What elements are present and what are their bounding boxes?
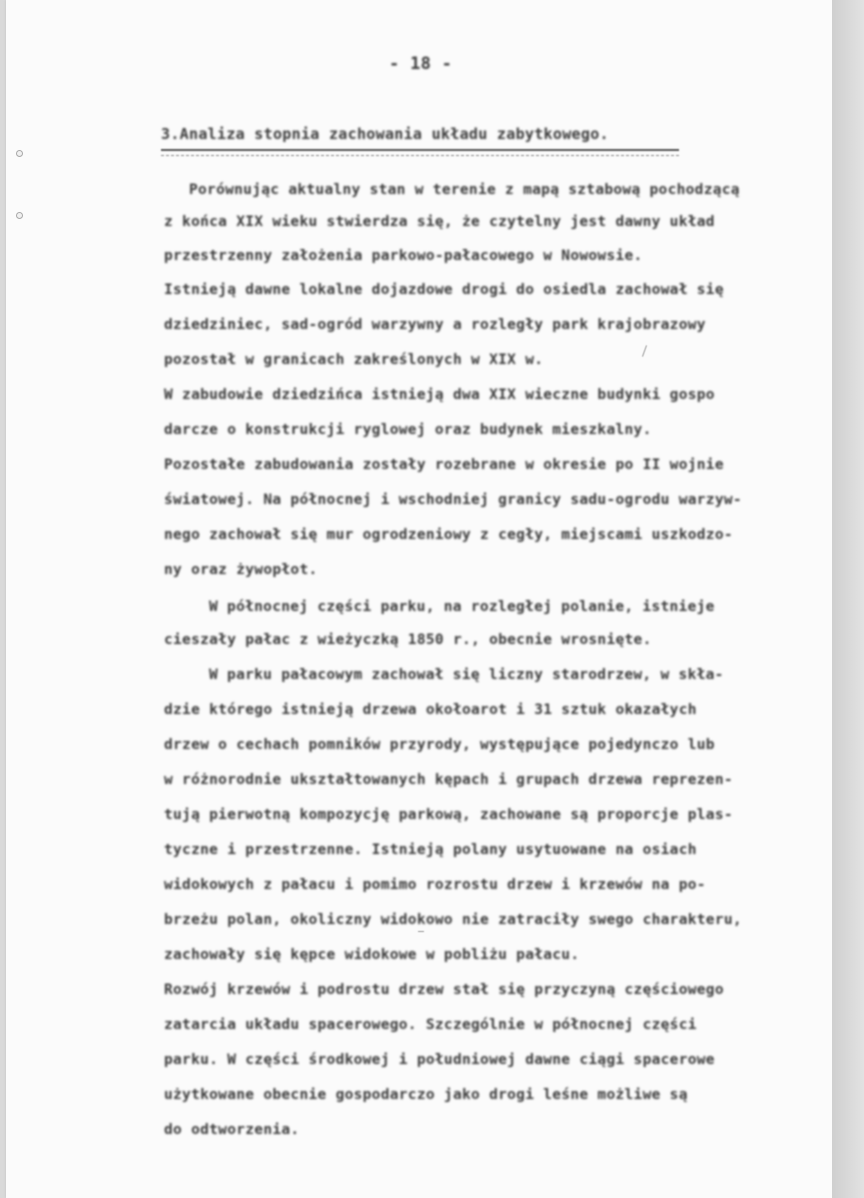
- text-line: Istnieją dawne lokalne dojazdowe drogi do osiedla zachował się: [164, 282, 724, 298]
- heading-underline: [161, 149, 679, 151]
- pencil-mark: [642, 345, 647, 357]
- heading-underline-dashed: [161, 155, 679, 156]
- text-line: ny oraz żywopłot.: [164, 562, 318, 578]
- text-line: drzew o cechach pomników przyrody, występujące pojedynczo lub: [164, 737, 715, 753]
- text-line: W zabudowie dziedzińca istnieją dwa XIX wieczne budynki gospo: [164, 387, 715, 403]
- text-line: darcze o konstrukcji ryglowej oraz budynek mieszkalny.: [164, 422, 652, 438]
- text-line: parku. W części środkowej i południowej dawne ciągi spacerowe: [164, 1052, 715, 1068]
- document-page: [6, 0, 832, 1198]
- text-line: cieszały pałac z wieżyczką 1850 r., obecnie wrosnięte.: [164, 632, 652, 648]
- page-number: - 18 -: [389, 54, 453, 74]
- text-line: z końca XIX wieku stwierdza się, że czytelny jest dawny układ: [164, 214, 715, 230]
- text-line: widokowych z pałacu i pomimo rozrostu drzew i krzewów na po-: [164, 877, 706, 893]
- punch-hole: [16, 150, 23, 157]
- text-line: pozostał w granicach zakreślonych w XIX w.: [164, 352, 544, 368]
- text-line: zatarcia układu spacerowego. Szczególnie w północnej części: [164, 1017, 697, 1033]
- text-line: brzeżu polan, okoliczny widokowo nie zatraciły swego charakteru,: [164, 912, 742, 928]
- text-line: W północnej części parku, na rozległej polanie, istnieje: [209, 599, 715, 615]
- text-line: Pozostałe zabudowania zostały rozebrane w okresie po II wojnie: [164, 457, 724, 473]
- page-edge-shadow: [832, 0, 864, 1198]
- text-line: dziedziniec, sad-ogród warzywny a rozległy park krajobrazowy: [164, 317, 706, 333]
- punch-hole: [16, 212, 23, 219]
- text-line: tyczne i przestrzenne. Istnieją polany usytuowane na osiach: [164, 842, 697, 858]
- text-line: światowej. Na północnej i wschodniej granicy sadu-ogrodu warzyw-: [164, 492, 742, 508]
- pencil-mark: [418, 931, 424, 932]
- text-line: tują pierwotną kompozycję parkową, zachowane są proporcje plas-: [164, 807, 733, 823]
- text-line: nego zachował się mur ogrodzeniowy z cegły, miejscami uszkodzo-: [164, 527, 733, 543]
- text-line: w różnorodnie ukształtowanych kępach i grupach drzewa reprezen-: [164, 772, 733, 788]
- text-line: do odtworzenia.: [164, 1122, 300, 1138]
- text-line: przestrzenny założenia parkowo-pałacowego w Nowowsie.: [164, 248, 643, 264]
- text-line: Porównując aktualny stan w terenie z mapą sztabową pochodzącą: [189, 182, 740, 198]
- text-line: dzie którego istnieją drzewa okołoarot i 31 sztuk okazałych: [164, 702, 697, 718]
- text-line: zachowały się kępce widokowe w pobliżu pałacu.: [164, 947, 580, 963]
- text-line: Rozwój krzewów i podrostu drzew stał się przyczyną częściowego: [164, 982, 724, 998]
- text-line: W parku pałacowym zachował się liczny starodrzew, w skła-: [209, 667, 724, 683]
- section-heading: 3.Analiza stopnia zachowania układu zabytkowego.: [161, 125, 609, 143]
- text-line: użytkowane obecnie gospodarczo jako drogi leśne możliwe są: [164, 1087, 688, 1103]
